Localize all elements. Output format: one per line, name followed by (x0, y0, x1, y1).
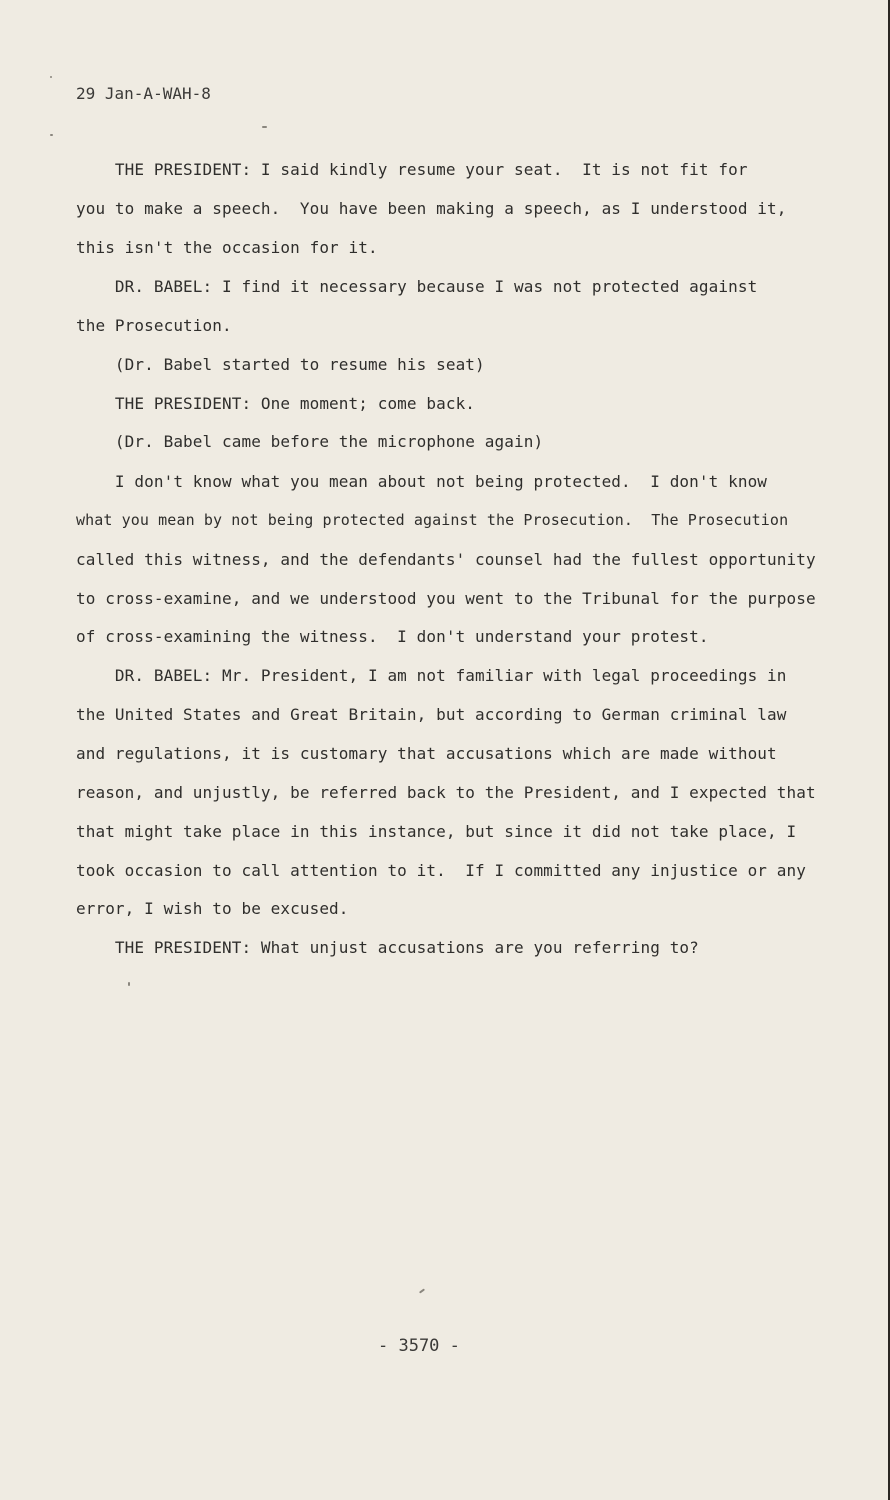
text-line: error, I wish to be excused. (76, 899, 349, 918)
text-line: reason, and unjustly, be referred back to the President, and I expected that (76, 783, 816, 802)
paper-speck (50, 134, 53, 136)
text-line: called this witness, and the defendants' counsel had the fullest opportunity (76, 550, 816, 569)
text-line: what you mean by not being protected against the Prosecution. The Prosecution (76, 511, 789, 529)
text-line: you to make a speech. You have been making a speech, as I understood it, (76, 199, 787, 218)
text-line: the United States and Great Britain, but according to German criminal law (76, 705, 787, 724)
text-line: THE PRESIDENT: One moment; come back. (76, 394, 476, 413)
text-line: THE PRESIDENT: I said kindly resume your seat. It is not fit for (76, 160, 748, 179)
page-number: - 3570 - (378, 1336, 460, 1356)
paper-speck (128, 982, 130, 986)
text-line: DR. BABEL: Mr. President, I am not familiar with legal proceedings in (76, 666, 787, 685)
text-line: THE PRESIDENT: What unjust accusations are you referring to? (76, 938, 699, 957)
document-header: 29 Jan-A-WAH-8 (76, 84, 211, 103)
text-line: this isn't the occasion for it. (76, 238, 378, 257)
text-line: and regulations, it is customary that accusations which are made without (76, 744, 777, 763)
text-line: DR. BABEL: I find it necessary because I was not protected against (76, 277, 758, 296)
text-line: (Dr. Babel came before the microphone again) (76, 432, 544, 451)
text-line: I don't know what you mean about not being protected. I don't know (76, 472, 768, 491)
text-line: the Prosecution. (76, 316, 232, 335)
text-line: that might take place in this instance, but since it did not take place, I (76, 822, 797, 841)
text-line: (Dr. Babel started to resume his seat) (76, 355, 485, 374)
text-line: took occasion to call attention to it. If I committed any injustice or any (76, 861, 806, 880)
paper-speck (419, 1288, 425, 1293)
text-line: of cross-examining the witness. I don't understand your protest. (76, 627, 709, 646)
paper-speck (50, 76, 52, 78)
paper-speck (262, 126, 267, 128)
text-line: to cross-examine, and we understood you went to the Tribunal for the purpose (76, 589, 816, 608)
